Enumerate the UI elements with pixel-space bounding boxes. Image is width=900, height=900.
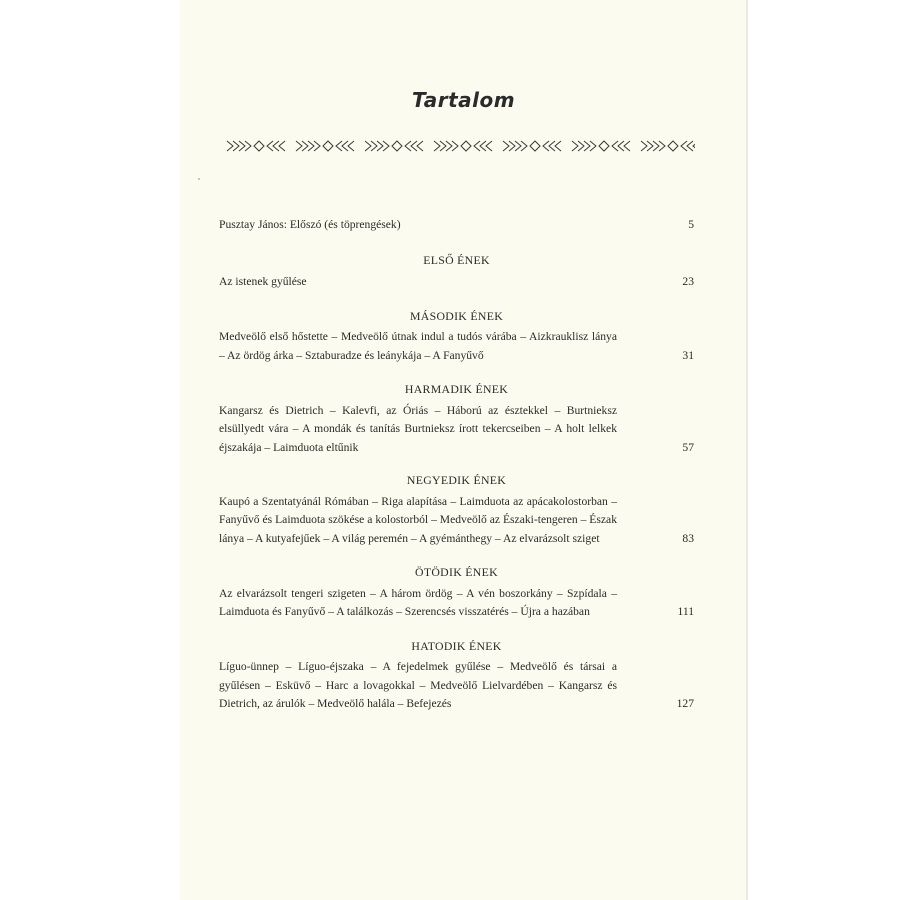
toc-entry-fourth-song [219, 493, 694, 549]
toc-entry-text: Kaupó a Szentatyánál Rómában – Riga alapítása – Laimduota az apácakolostorban – Fanyűvő és Laimduota szökése a kolostorból – Medveölő az Északi-tengeren – Észak lánya – A kutyafejűek – A világ peremén – A gyémánthegy – Az elvarázsolt sziget [219, 494, 617, 545]
toc-entry-text: Az elvarázsolt tengeri szigeten – A három ördög – A vén boszorkány – Szpídala – Laimduota és Fanyűvő – A találkozás – Szerencsés visszatérés – Újra a hazában [219, 586, 617, 618]
toc-entry-text: Kangarsz és Dietrich – Kalevfi, az Óriás – Háború az észtekkel – Burtnieksz elsüllyedt vára – A mondák és tanítás Burtnieksz írott tekercseiben – A holt lelkek éjszakája – Laimduota eltűnik [219, 403, 617, 454]
toc-page-number: 57 [682, 440, 694, 454]
toc-entry-third-song [219, 402, 694, 458]
toc-heading-fifth-song: ÖTÖDIK ÉNEK [415, 565, 498, 579]
table-of-contents [219, 216, 694, 714]
toc-entry-text: Az istenek gyűlése [219, 275, 307, 288]
page-title: Tartalom [411, 88, 516, 112]
toc-page-number: 31 [682, 348, 694, 362]
toc-heading-second-song: MÁSODIK ÉNEK [409, 308, 504, 323]
toc-entry-text: Medveölő első hőstette – Medveölő útnak indul a tudós várába – Aizkrauklisz lánya – Az ördög árka – Sztaburadze és leánykája – A Fanyűvő [219, 330, 617, 362]
toc-heading-sixth-song: HATODIK ÉNEK [411, 638, 502, 653]
toc-entry-text: Pusztay János: Előszó (és töprengések) [219, 218, 401, 231]
toc-page-number: 5 [688, 218, 694, 231]
toc-heading-first-song: ELSŐ ÉNEK [423, 252, 490, 267]
toc-entry-second-song [219, 328, 694, 365]
decorative-ornament [225, 135, 695, 157]
toc-page-number: 23 [682, 275, 694, 288]
paper-speck [198, 178, 200, 180]
toc-page-number: 83 [682, 531, 694, 545]
toc-page-number: 111 [677, 605, 694, 618]
toc-heading-third-song: HARMADIK ÉNEK [404, 382, 509, 396]
toc-entry-text: Líguo-ünnep – Líguo-éjszaka – A fejedelmek gyűlése – Medveölő és társai a gyűlésen – Esküvő – Harc a lovagokkal – Medveölő Lielvardében – Kangarsz és Dietrich, az árulók – Medveölő halála – Befejezés [219, 660, 617, 710]
page-edge [746, 0, 748, 900]
toc-heading-fourth-song: NEGYEDIK ÉNEK [406, 473, 507, 487]
toc-entry-fifth-song [219, 585, 694, 622]
toc-page-number: 127 [676, 697, 694, 710]
toc-entry-first-song [219, 273, 694, 292]
toc-entry-sixth-song [219, 658, 694, 714]
toc-entry-preface [219, 216, 694, 235]
